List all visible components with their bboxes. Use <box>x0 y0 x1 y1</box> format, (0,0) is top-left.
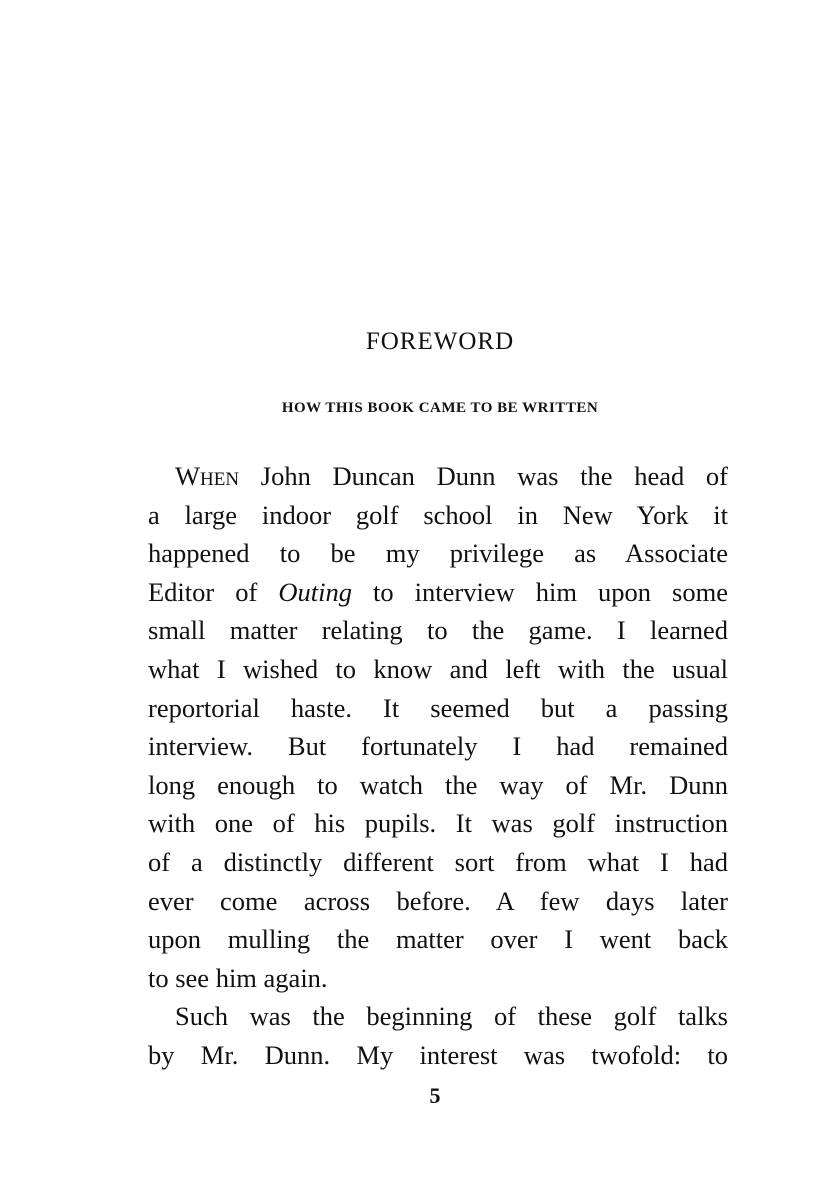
italic-title: Outing <box>278 576 352 607</box>
text-line: ever come across before. A few days later <box>148 885 728 916</box>
text-line: small matter relating to the game. I learned <box>148 615 728 646</box>
text-line: to see him again. <box>148 962 328 993</box>
chapter-subtitle: HOW THIS BOOK CAME TO BE WRITTEN <box>281 400 599 416</box>
page-number: 5 <box>429 1083 441 1108</box>
text-line: upon mulling the matter over I went back <box>148 924 728 955</box>
text-line: interview. But fortunately I had remained <box>148 731 728 762</box>
text-line: with one of his pupils. It was golf instruction <box>148 808 728 839</box>
text-line: Such was the beginning of these golf talks <box>175 1001 728 1032</box>
text-line <box>148 457 728 496</box>
line-text: John Duncan Dunn was the head of <box>239 461 728 491</box>
text-line: a large indoor golf school in New York it <box>148 499 728 530</box>
body-text <box>148 457 728 1075</box>
text-line: what I wished to know and left with the usual <box>148 653 728 684</box>
chapter-title: FOREWORD <box>365 328 515 355</box>
opening-word: When <box>175 461 240 491</box>
line-text: Editor of <box>148 576 279 607</box>
text-line <box>148 573 728 612</box>
text-line: of a distinctly different sort from what I had <box>148 846 728 877</box>
text-line: long enough to watch the way of Mr. Dunn <box>148 769 728 800</box>
text-line: happened to be my privilege as Associate <box>148 538 728 569</box>
text-line: reportorial haste. It seemed but a passing <box>148 692 728 723</box>
text-line: by Mr. Dunn. My interest was twofold: to <box>148 1039 728 1070</box>
line-text: to interview him upon some <box>352 576 728 607</box>
